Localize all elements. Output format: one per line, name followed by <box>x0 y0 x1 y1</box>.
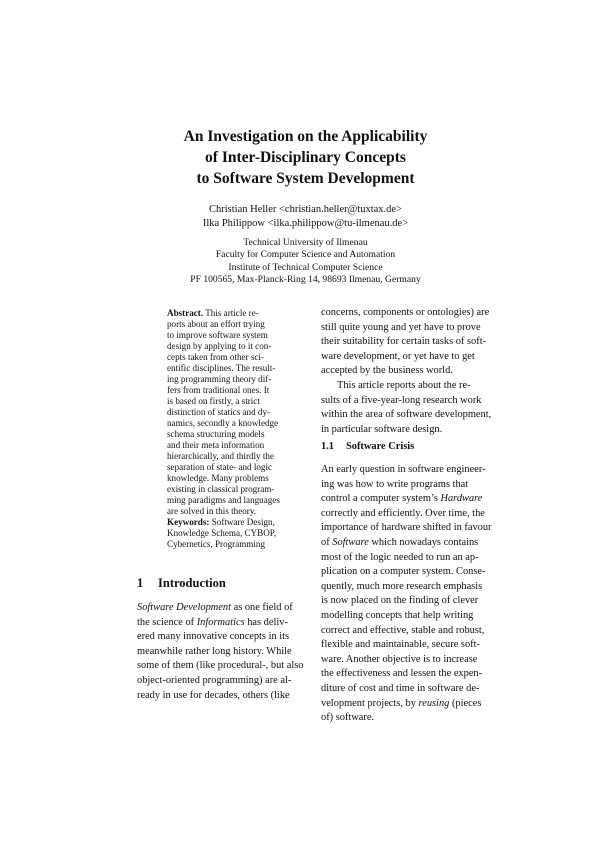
body-line: the effectiveness and lessen the expen- <box>321 668 483 680</box>
paper-title <box>0 126 611 189</box>
body-line: correctly and efficiently. Over time, the <box>321 507 485 519</box>
abstract-line: Abstract. This article re- <box>167 308 259 318</box>
abstract-line: is based on firstly, a strict <box>167 396 260 406</box>
abstract-line: entific disciplines. The result- <box>167 363 276 373</box>
body-line: some of them (like procedural-, but also <box>137 660 304 672</box>
abstract-label: Abstract. <box>167 308 204 318</box>
abstract-line: are solved in this theory. <box>167 506 257 516</box>
body-line: velopment projects, by reusing (pieces <box>321 697 482 709</box>
body-line: most of the logic needed to run an ap- <box>321 551 479 563</box>
abstract-line: design by applying to it con- <box>167 341 272 351</box>
affiliation-line: Technical University of Ilmenau <box>243 237 368 248</box>
keywords-label: Keywords: <box>167 517 210 527</box>
abstract-line: to improve software system <box>167 330 268 340</box>
affiliation <box>0 237 611 286</box>
abstract-line: schema structuring models <box>167 429 265 439</box>
body-line: still quite young and yet have to prove <box>321 321 481 333</box>
body-line: correct and effective, stable and robust, <box>321 624 485 636</box>
abstract-line: ing programming theory dif- <box>167 374 272 384</box>
body-line: ready in use for decades, others (like <box>137 689 290 701</box>
affiliation-line: PF 100565, Max-Planck-Ring 14, 98693 Ilmenau, Germany <box>190 273 421 285</box>
keywords-line: Keywords: Software Design, <box>167 517 275 527</box>
section-number: 1 <box>137 576 144 590</box>
body-line: in particular software design. <box>321 423 443 435</box>
abstract-line: separation of state- and logic <box>167 462 273 472</box>
intro-left-column <box>137 601 309 703</box>
body-line: their suitability for certain tasks of soft- <box>321 336 487 348</box>
subsection-title: Software Crisis <box>346 441 415 452</box>
intro-right-column <box>321 306 493 437</box>
keywords-line: Cybernetics, Programming <box>167 539 265 549</box>
title-line: of Inter-Disciplinary Concepts <box>205 149 406 166</box>
body-line: ware development, or yet have to get <box>321 350 475 362</box>
body-line: accepted by the business world. <box>321 365 453 377</box>
abstract-line: ports about an effort trying <box>167 319 265 329</box>
body-line: within the area of software development, <box>321 409 492 421</box>
body-line: flexible and maintainable, secure soft- <box>321 639 480 651</box>
affiliation-line: Faculty for Computer Science and Automation <box>215 249 396 261</box>
body-line: ware. Another objective is to increase <box>321 653 478 665</box>
abstract-line: cepts taken from other sci- <box>167 352 264 362</box>
abstract-line: fers from traditional ones. It <box>167 385 270 395</box>
abstract-line: and their meta information <box>167 440 265 450</box>
body-line: importance of hardware shifted in favour <box>321 522 492 534</box>
body-line: diture of cost and time in software de- <box>321 682 480 694</box>
body-line: sults of a five-year-long research work <box>321 394 482 406</box>
body-line: Software Development as one field of <box>137 602 293 613</box>
author: Ilka Philippow <ilka.philippow@tu-ilmenau.de> <box>202 218 409 229</box>
abstract-line: namics, secondly a knowledge <box>167 418 279 428</box>
body-line: object-oriented programming) are al- <box>137 674 292 686</box>
body-line: quently, much more research emphasis <box>321 580 483 592</box>
body-line: the science of Informatics has deliv- <box>137 616 288 628</box>
title-line: An Investigation on the Applicability <box>183 128 428 145</box>
body-line: modelling concepts that help writing <box>321 609 474 621</box>
body-line: of Software which nowadays contains <box>321 536 479 548</box>
software-crisis-column <box>321 463 493 726</box>
section-heading <box>137 576 226 591</box>
abstract-line: ming paradigms and languages <box>167 495 280 505</box>
author-list <box>0 203 611 231</box>
section-title: Introduction <box>158 576 226 590</box>
body-line: concerns, components or ontologies) are <box>321 307 490 318</box>
body-line: An early question in software engineer- <box>321 464 486 475</box>
abstract-line: hierarchically, and thirdly the <box>167 451 274 461</box>
keywords-line: Knowledge Schema, CYBOP, <box>167 528 277 538</box>
body-line: control a computer system’s Hardware <box>321 493 483 505</box>
abstract <box>167 308 297 550</box>
abstract-line: knowledge. Many problems <box>167 473 269 483</box>
body-line: meanwhile rather long history. While <box>137 645 292 657</box>
subsection-number: 1.1 <box>321 441 334 452</box>
body-line: ered many innovative concepts in its <box>137 631 290 643</box>
body-line: of) software. <box>321 712 375 724</box>
affiliation-line: Institute of Technical Computer Science <box>228 261 383 273</box>
abstract-line: existing in classical program- <box>167 484 275 494</box>
author: Christian Heller <christian.heller@tuxtax.de> <box>209 204 402 215</box>
body-line: ing was how to write programs that <box>321 478 469 490</box>
title-line: to Software System Development <box>196 170 415 187</box>
body-line: plication on a computer system. Conse- <box>321 566 486 578</box>
body-line: This article reports about the re- <box>337 379 471 391</box>
abstract-line: distinction of statics and dy- <box>167 407 271 417</box>
subsection-heading <box>321 441 414 452</box>
body-line: is now placed on the finding of clever <box>321 595 479 607</box>
